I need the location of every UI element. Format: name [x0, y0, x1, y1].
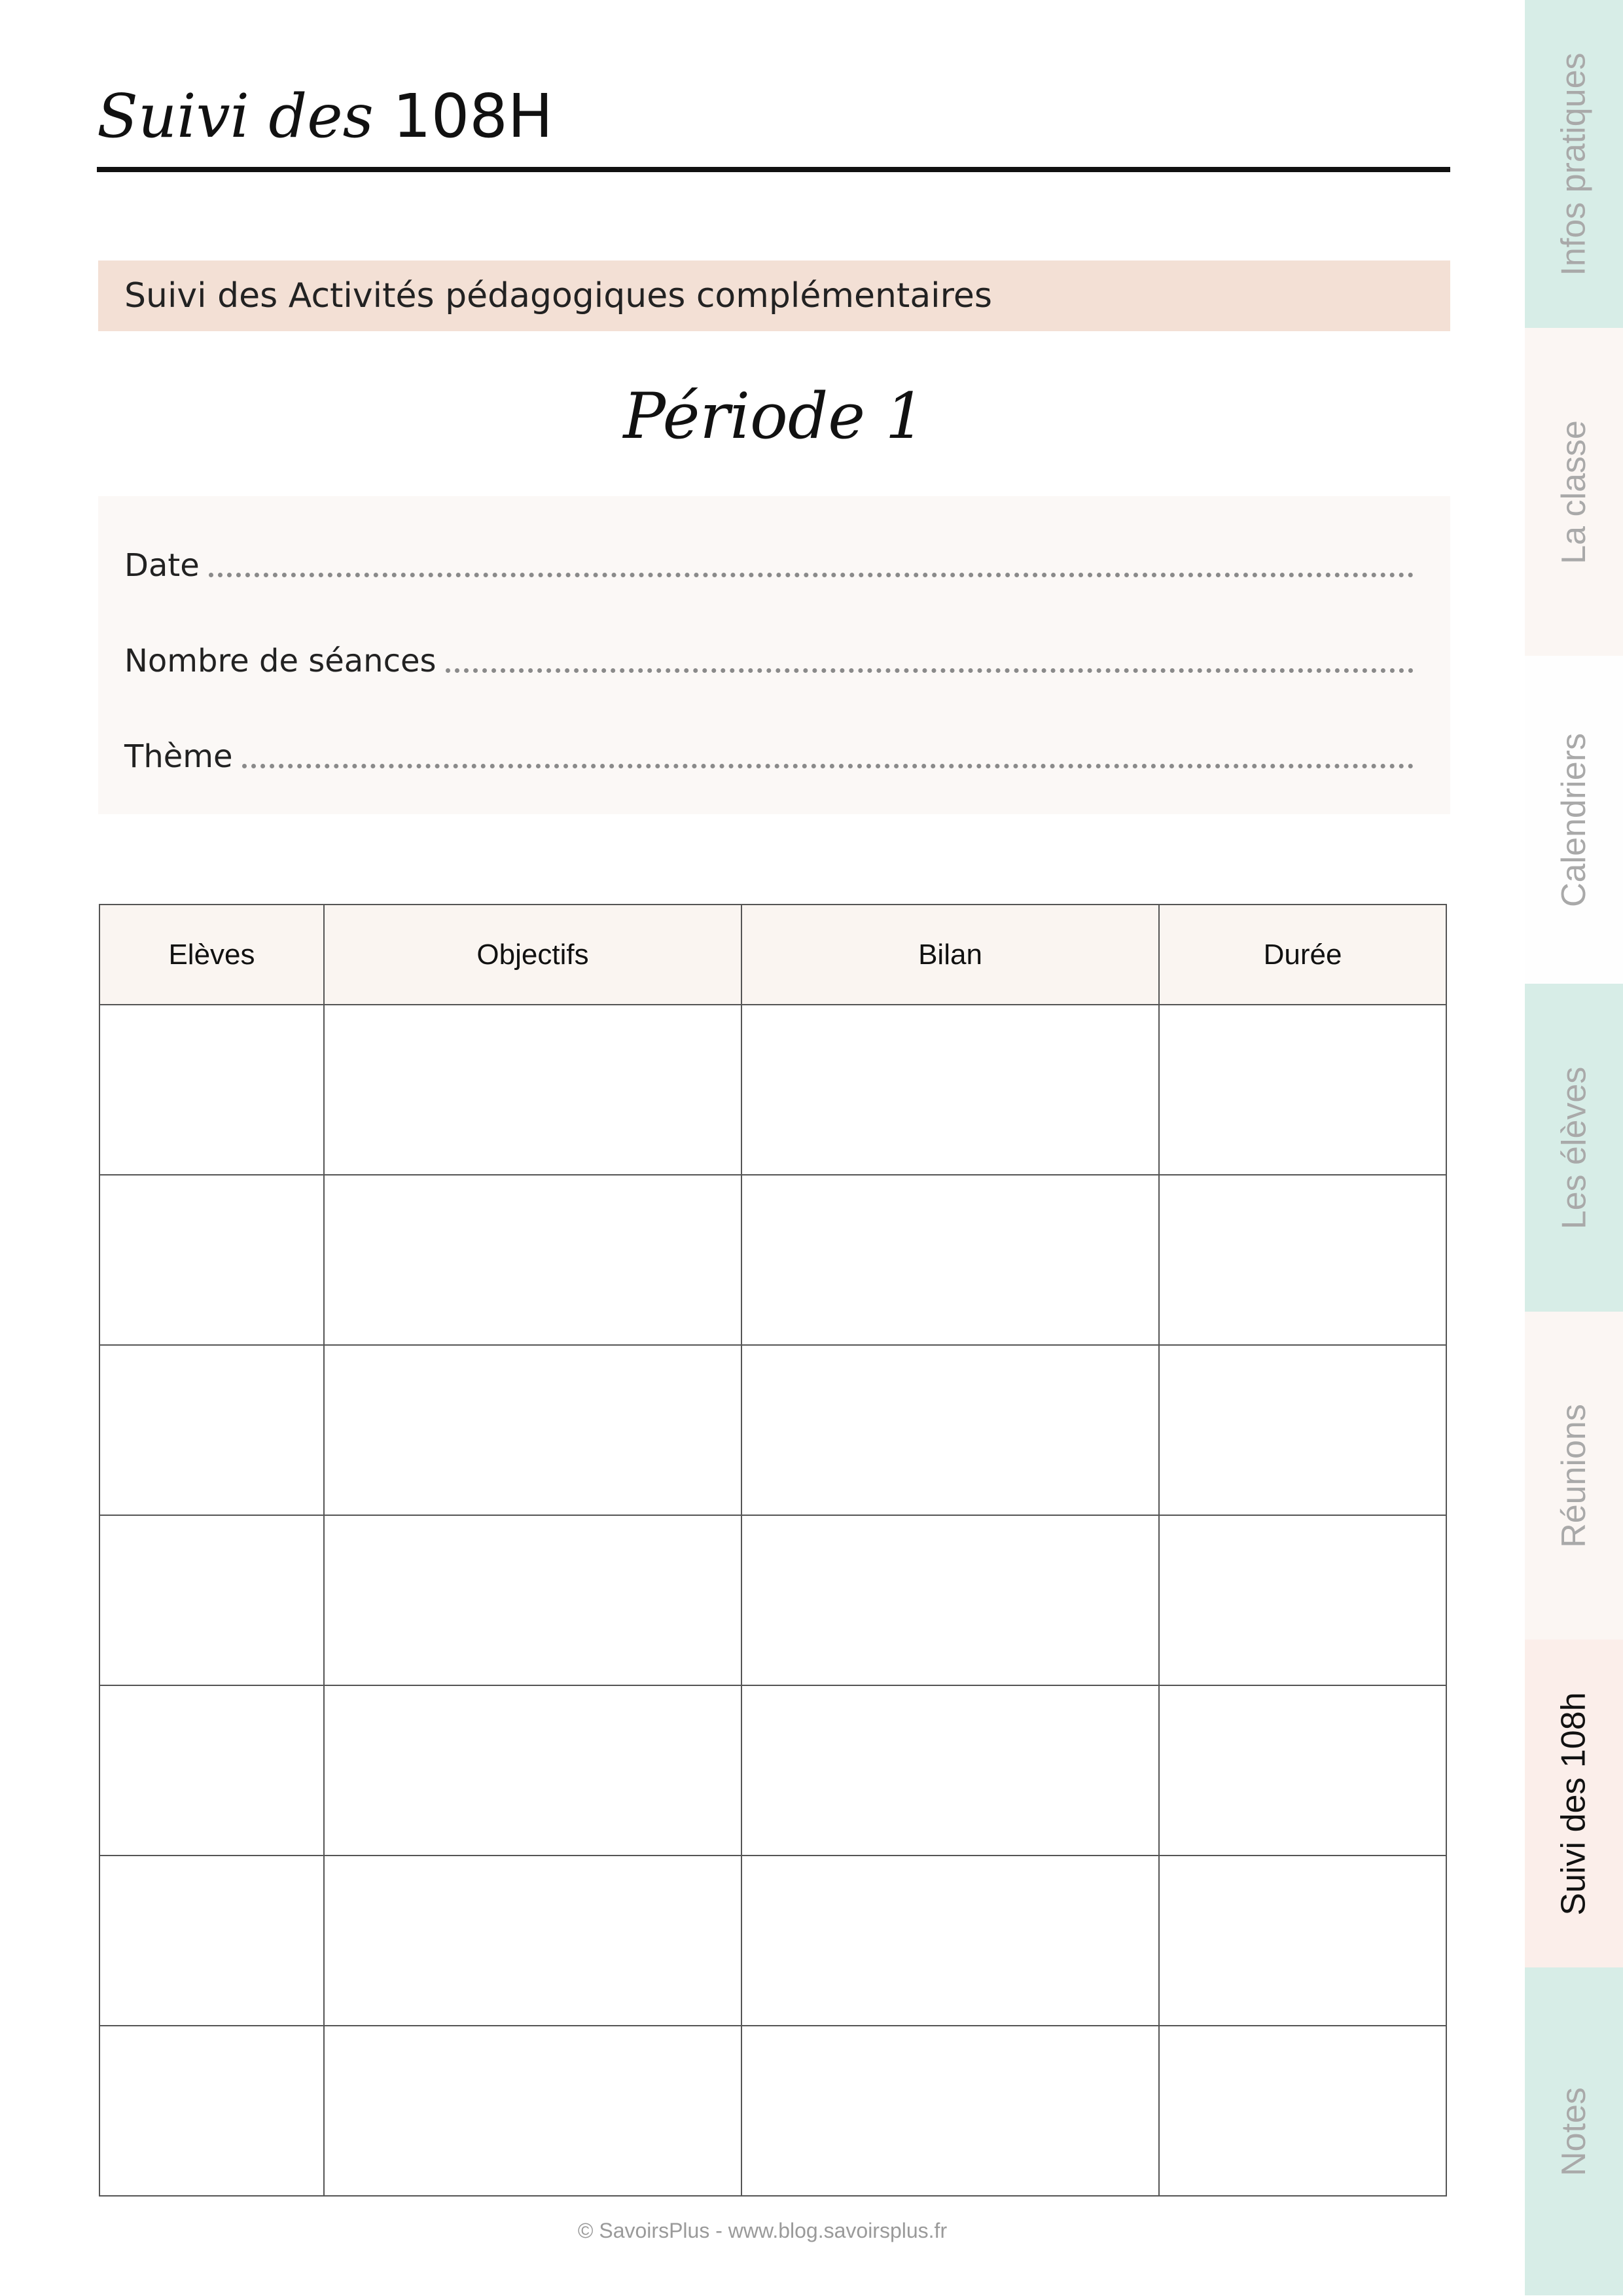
- cell-assessment[interactable]: [741, 1005, 1159, 1175]
- side-tab-label: Réunions: [1555, 1403, 1593, 1548]
- side-tab-0[interactable]: [1525, 0, 1623, 328]
- section-banner: [98, 260, 1450, 331]
- side-tab-label: Calendriers: [1555, 732, 1594, 907]
- table-body: [99, 1005, 1446, 2196]
- section-banner-text: Suivi des Activités pédagogiques complémentaires: [124, 276, 992, 315]
- cell-duration[interactable]: [1159, 2026, 1446, 2196]
- sessions-dotted-line: [446, 668, 1414, 673]
- header-assessment: Bilan: [741, 905, 1159, 1005]
- info-box: [98, 496, 1450, 814]
- theme-label: Thème: [124, 738, 233, 775]
- table-row: [99, 1175, 1446, 1345]
- table-header-row: [99, 905, 1446, 1005]
- date-label: Date: [124, 547, 200, 584]
- page-title-number: 108H: [393, 81, 553, 151]
- page-title: [97, 81, 553, 151]
- cell-assessment[interactable]: [741, 1345, 1159, 1515]
- cell-students[interactable]: [99, 1175, 324, 1345]
- side-tabs: [1525, 0, 1623, 2296]
- period-title: Période 1: [623, 380, 925, 453]
- theme-field[interactable]: [124, 726, 1414, 775]
- cell-students[interactable]: [99, 2026, 324, 2196]
- cell-assessment[interactable]: [741, 1515, 1159, 1685]
- side-tab-label: Les élèves: [1555, 1066, 1594, 1229]
- cell-duration[interactable]: [1159, 1345, 1446, 1515]
- date-dotted-line: [209, 573, 1414, 577]
- theme-dotted-line: [242, 764, 1414, 768]
- cell-students[interactable]: [99, 1345, 324, 1515]
- header-objectives: Objectifs: [324, 905, 741, 1005]
- cell-students[interactable]: [99, 1856, 324, 2026]
- cell-duration[interactable]: [1159, 1856, 1446, 2026]
- cell-objectives[interactable]: [324, 2026, 741, 2196]
- cell-assessment[interactable]: [741, 1856, 1159, 2026]
- cell-assessment[interactable]: [741, 1175, 1159, 1345]
- sessions-label: Nombre de séances: [124, 643, 437, 679]
- side-tab-label: Notes: [1555, 2087, 1593, 2176]
- footer-copyright: © SavoirsPlus - www.blog.savoirsplus.fr: [577, 2219, 948, 2242]
- header-duration: Durée: [1159, 905, 1446, 1005]
- side-tab-1[interactable]: [1525, 328, 1623, 656]
- cell-objectives[interactable]: [324, 1345, 741, 1515]
- cell-students[interactable]: [99, 1515, 324, 1685]
- table-row: [99, 1856, 1446, 2026]
- side-tab-label: Infos pratiques: [1555, 52, 1594, 276]
- cell-assessment[interactable]: [741, 2026, 1159, 2196]
- cell-duration[interactable]: [1159, 1515, 1446, 1685]
- table-row: [99, 1005, 1446, 1175]
- cell-students[interactable]: [99, 1685, 324, 1856]
- side-tab-6[interactable]: [1525, 1967, 1623, 2295]
- cell-duration[interactable]: [1159, 1685, 1446, 1856]
- side-tab-2[interactable]: [1525, 656, 1623, 984]
- table-row: [99, 1685, 1446, 1856]
- cell-students[interactable]: [99, 1005, 324, 1175]
- cell-duration[interactable]: [1159, 1175, 1446, 1345]
- side-tab-3[interactable]: [1525, 984, 1623, 1312]
- header-students: Elèves: [99, 905, 324, 1005]
- title-underline: [97, 167, 1450, 172]
- sessions-field[interactable]: [124, 631, 1414, 677]
- side-tab-label: La classe: [1555, 420, 1593, 564]
- table-row: [99, 2026, 1446, 2196]
- cell-objectives[interactable]: [324, 1175, 741, 1345]
- date-field[interactable]: [124, 535, 1414, 584]
- cell-duration[interactable]: [1159, 1005, 1446, 1175]
- cell-objectives[interactable]: [324, 1685, 741, 1856]
- side-tab-label: Suivi des 108h: [1555, 1691, 1593, 1916]
- cell-objectives[interactable]: [324, 1856, 741, 2026]
- cell-objectives[interactable]: [324, 1005, 741, 1175]
- side-tab-5[interactable]: [1525, 1640, 1623, 1967]
- table-row: [99, 1515, 1446, 1685]
- cell-objectives[interactable]: [324, 1515, 741, 1685]
- cell-assessment[interactable]: [741, 1685, 1159, 1856]
- page-title-script: Suivi des: [97, 81, 374, 151]
- tracking-table: [99, 904, 1447, 2197]
- table-row: [99, 1345, 1446, 1515]
- side-tab-4[interactable]: [1525, 1312, 1623, 1640]
